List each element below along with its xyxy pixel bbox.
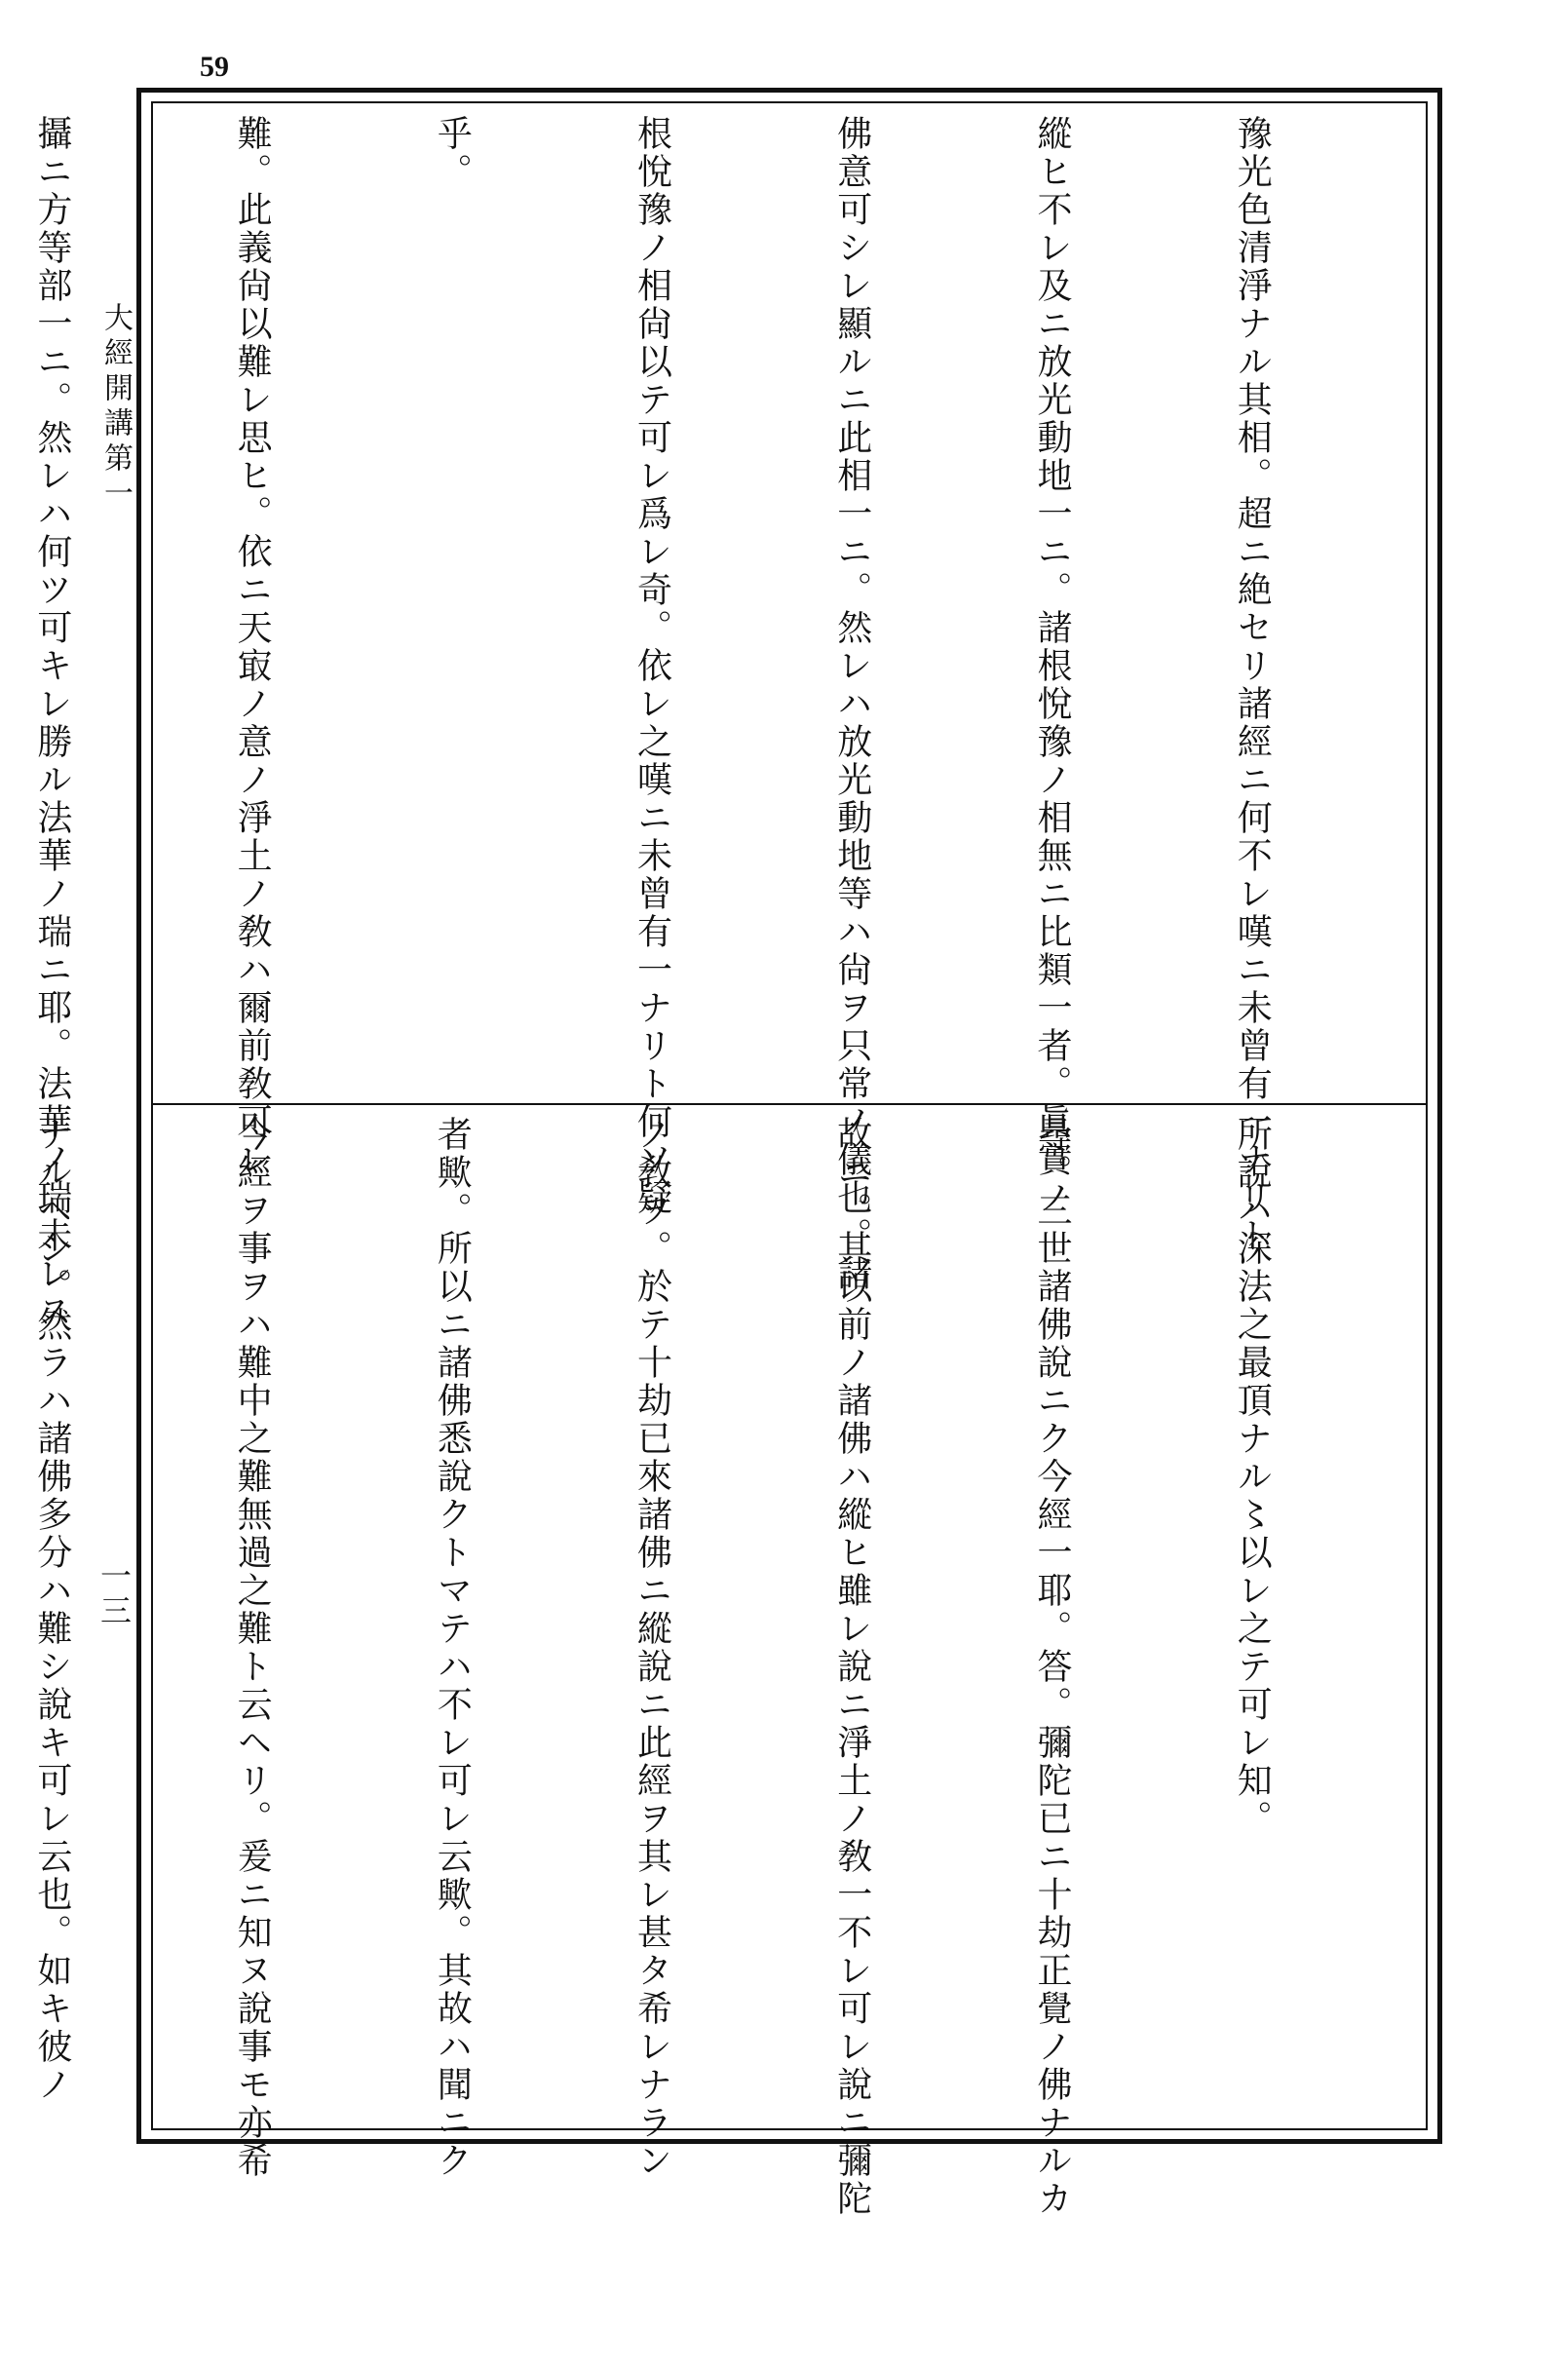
text-line: 攝ニ方等部一ニ。然レハ何ツ可キレ勝ル法華ノ瑞ニ耶。法華ノ瑞未レス <box>31 115 72 1331</box>
text-line: 尋。三世諸佛說ニク今經一耶。答。彌陀已ニ十劫正覺ノ佛ナルカ <box>1031 1116 1072 2218</box>
text-line: 乎。 <box>432 115 473 191</box>
text-line: 今經ヲ事ヲハ難中之難無過之難ト云ヘリ。爰ニ知ヌ說事モ亦希 <box>232 1116 273 2180</box>
text-line: 難。此義尙以難レ思ヒ。依ニ天㝡ノ意ノ淨土ノ敎ハ爾前敎可レ <box>232 115 273 1179</box>
text-line: ナルヘシ。然ラハ諸佛多分ハ難シ說キ可レ云也。如キ彼ノ <box>31 1116 72 2104</box>
folio-number: 一三 <box>96 1559 133 1629</box>
text-line: 根悅豫ノ相尙以テ可レ爲レ奇。依レ之嘆ニ未曾有一ナリト何ソ疑 <box>631 115 672 1217</box>
text-line: 者歟。所以ニ諸佛悉說クトマテハ不レ可レ云歟。其故ハ聞ニク <box>432 1116 473 2180</box>
text-line: 佛意可シレ顯ルニ此相一ニ。然レハ放光動地等ハ尙ヲ只常ノ儀也。諸 <box>831 115 872 1293</box>
text-line: 故ニ。其以前ノ諸佛ハ縱ヒ雖レ說ニ淨土ノ敎一不レ可レ說ニ彌陀 <box>831 1116 872 2218</box>
text-line: 縱ヒ不レ及ニ放光動地一ニ。諸根悅豫ノ相無ニ比類一者。眞實ノ <box>1031 115 1072 1217</box>
text-line: 豫光色清淨ナル其相。超ニ絶セリ諸經ニ何不レ嘆ニ未曾有一ナリト <box>1232 115 1273 1255</box>
running-title: 大經開講第一 <box>98 302 133 513</box>
text-line: ノ敎ヲ。於テ十劫已來諸佛ニ縱說ニ此經ヲ其レ甚タ希レナラン <box>631 1116 672 2180</box>
text-line: 所說ハ深法之最頂ナル〻以レ之テ可レ知。 <box>1232 1116 1273 1838</box>
page-number: 59 <box>200 51 229 83</box>
